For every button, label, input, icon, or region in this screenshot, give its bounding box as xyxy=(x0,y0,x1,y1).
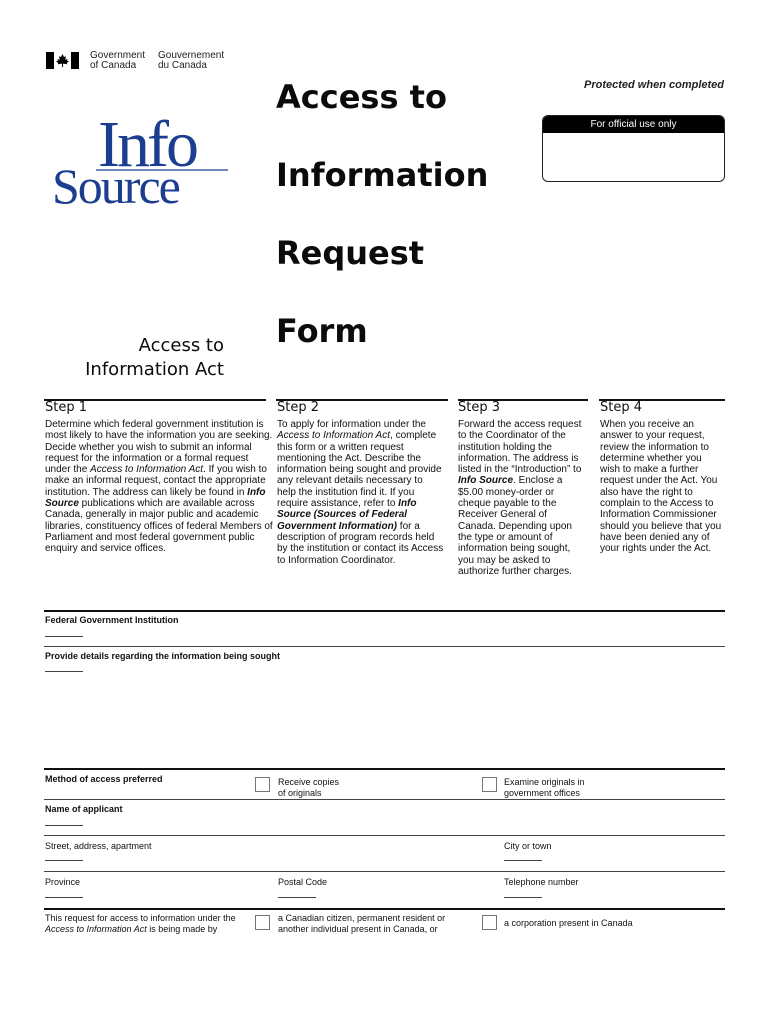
city-label: City or town xyxy=(504,841,552,851)
method-label: Method of access preferred xyxy=(45,774,163,784)
form-top-rule xyxy=(44,610,725,612)
logo-info-text: Info xyxy=(98,108,196,181)
institution-field[interactable] xyxy=(45,636,83,637)
telephone-label: Telephone number xyxy=(504,877,579,887)
examine-originals-checkbox[interactable] xyxy=(482,777,497,792)
step-3-title: Step 3 xyxy=(458,400,501,415)
province-field[interactable] xyxy=(45,897,83,898)
details-rule xyxy=(44,646,725,647)
step-2-title: Step 2 xyxy=(277,400,320,415)
act-title: Access to Information Act xyxy=(85,335,224,380)
canada-flag-icon xyxy=(46,52,79,69)
official-use-header: For official use only xyxy=(543,116,724,133)
step-1-title: Step 1 xyxy=(45,400,88,415)
canadian-citizen-checkbox[interactable] xyxy=(255,915,270,930)
details-field[interactable] xyxy=(45,671,83,672)
province-rule xyxy=(44,871,725,872)
step-4-body: When you receive an answer to your request, review the information to determine whether you wish to make a further request under the Act. You also have the right to complain to the Access to Information Commissioner should you believe that you have been denied any of your rights under the Act. xyxy=(600,419,722,555)
step-4 xyxy=(600,399,724,555)
step-1-body: Determine which federal government institution is most likely to have the information you are seeking. Decide whether you wish to submit an informal request for the information or a formal request under the Access to Information Act. If you wish to make an informal request, contact the appropriate institution. The address can likely be found in Info Source publications which are available across Canada, generally in major public and academic libraries, constituency offices of federal Members of Parliament and most federal government public enquiry and service offices. xyxy=(45,419,273,555)
canadian-citizen-label: a Canadian citizen, permanent resident or another individual present in Canada, or xyxy=(278,913,446,934)
government-of-canada-label: Government of Canada xyxy=(90,50,146,71)
request-by-rule xyxy=(44,908,725,910)
city-field[interactable] xyxy=(504,860,542,861)
protected-notice: Protected when completed xyxy=(584,79,724,91)
official-use-box xyxy=(542,115,725,182)
logo-source-text: Source xyxy=(52,158,179,210)
step-3-body: Forward the access request to the Coordinator of the institution holding the information. The address is listed in the “Introduction” to Info Source. Enclose a $5.00 money-order or cheque payable to the Receiver General of Canada. Depending upon the type or amount of information being sought, you may be asked to authorize further charges. xyxy=(458,419,582,577)
details-label: Provide details regarding the information being sought xyxy=(45,651,281,661)
applicant-label: Name of applicant xyxy=(45,804,123,814)
step-1 xyxy=(45,399,275,555)
method-rule xyxy=(44,768,725,770)
step-3 xyxy=(458,399,586,577)
corporation-checkbox[interactable] xyxy=(482,915,497,930)
request-by-label: This request for access to information under the Access to Information Act is being made by xyxy=(45,913,236,934)
applicant-rule xyxy=(44,799,725,800)
address-rule xyxy=(44,835,725,836)
applicant-name-field[interactable] xyxy=(45,825,83,826)
receive-copies-label: Receive copies of originals xyxy=(278,777,340,798)
corporation-label: a corporation present in Canada xyxy=(504,918,633,928)
receive-copies-checkbox[interactable] xyxy=(255,777,270,792)
page-title: Access to Information Request Form xyxy=(276,78,489,350)
examine-originals-label: Examine originals in government offices xyxy=(504,777,585,798)
street-label: Street, address, apartment xyxy=(45,841,152,851)
street-field[interactable] xyxy=(45,860,83,861)
institution-label: Federal Government Institution xyxy=(45,615,179,625)
step-2 xyxy=(277,399,444,566)
info-source-logo xyxy=(52,102,230,210)
telephone-field[interactable] xyxy=(504,897,542,898)
postal-code-label: Postal Code xyxy=(278,877,328,887)
postal-code-field[interactable] xyxy=(278,897,316,898)
step-4-title: Step 4 xyxy=(600,400,643,415)
province-label: Province xyxy=(45,877,81,887)
step-2-body: To apply for information under the Access to Information Act, complete this form or a written request mentioning the Act. Describe the information being sought and provide any relevant details necessary to help the institution find it. If you require assistance, refer to Info Source (Sources of Federal Government Information) for a description of program records held by the institution or contact its Access to Information Coordinator. xyxy=(277,419,444,566)
gouvernement-du-canada-label: Gouvernement du Canada xyxy=(158,50,225,71)
